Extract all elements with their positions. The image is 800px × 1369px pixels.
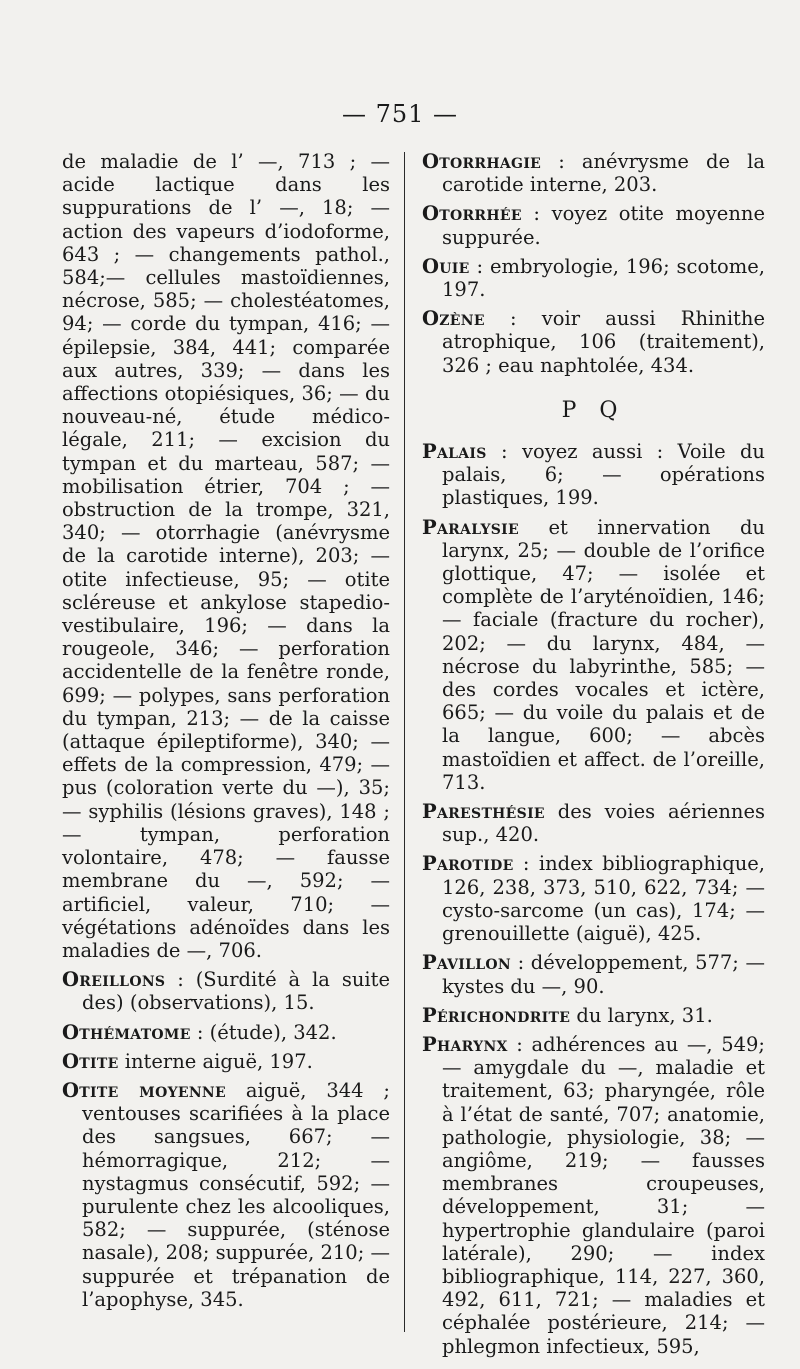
entry-text: : adhérences au —, 549; — amygdale du —, maladie et traitement, 63; pharyngée, rôle à l’état de santé, 707; anatomie, pathologie, physiologie, 38; — angiôme, 219; — fausses membranes croupeuses, développement, 31; — hypertrophie glandulaire (paroi latérale), 290; — index bibliographique, 114, 227, 360, 492, 611, 721; — maladies et céphalée postérieure, 214; — phlegmon infectieux, 595, (442, 1032, 765, 1358)
index-entry (422, 516, 765, 794)
index-entry (422, 307, 765, 377)
entry-text: et innervation du larynx, 25; — double de l’orifice glottique, 47; — isolée et complète de l’aryténoïdien, 146; — faciale (fracture du rocher), 202; — du larynx, 484, — nécrose du labyrinthe, 585; — des cordes vocales et ictère, 665; — du voile du palais et de la langue, 600; — abcès mastoïdien et affect. de l’oreille, 713. (442, 515, 765, 794)
entry-text: : voyez aussi : Voile du palais, 6; — opérations plastiques, 199. (442, 440, 765, 510)
entry-headword: Pharynx (422, 1032, 508, 1056)
index-entry (422, 150, 765, 196)
entry-text: : voir aussi Rhinithe atrophique, 106 (traitement), 326 ; eau naphtolée, 434. (442, 307, 765, 377)
entry-text: : (Surdité à la suite des) (observations), 15. (82, 968, 390, 1015)
entry-text: : index bibliographique, 126, 238, 373, 510, 622, 734; — cysto-sarcome (un cas), 174; — grenouillette (aiguë), 425. (442, 852, 765, 946)
section-heading: P Q (561, 397, 626, 423)
entry-headword: Périchondrite (422, 1003, 571, 1027)
left-column (62, 150, 390, 1317)
entry-text: du larynx, 31. (570, 1003, 713, 1027)
entry-text: des voies aériennes sup., 420. (442, 800, 765, 847)
entry-text: : développement, 577; — kystes du —, 90. (442, 951, 765, 998)
entry-headword: Parotide (422, 852, 514, 876)
index-entry (62, 968, 390, 1014)
index-entry (62, 1021, 390, 1044)
entry-headword: Paralysie (422, 515, 519, 539)
entry-headword: Otorrhagie (422, 150, 542, 173)
entry-text: de maladie de l’ —, 713 ; — acide lactique dans les suppurations de l’ —, 18; — action des vapeurs d’iodoforme, 643 ; — changements pathol., 584;— cellules mastoïdiennes, nécrose, 585; — cholestéatomes, 94; — corde du tympan, 416; — épilepsie, 384, 441; comparée aux autres, 339; — dans les affections otopiésiques, 36; — du nouveau-né, étude médico-légale, 211; — excision du tympan et du marteau, 587; — mobilisation étrier, 704 ; — obstruction de la trompe, 321, 340; — otorrhagie (anévrysme de la carotide interne), 203; — otite infectieuse, 95; — otite scléreuse et ankylose stapedio-vestibulaire, 196; — dans la rougeole, 346; — perforation accidentelle de la fenêtre ronde, 699; — polypes, sans perforation du tympan, 213; — de la caisse (attaque épileptiforme), 340; — effets de la compression, 479; — pus (coloration verte du —), 35; — syphilis (lésions graves), 148 ; — tympan, perforation volontaire, 478; — fausse membrane du —, 592; — artificiel, valeur, 710; — végétations adénoïdes dans les maladies de —, 706. (62, 150, 390, 962)
entry-text: : anévrysme de la carotide interne, 203. (442, 150, 765, 197)
index-entry (422, 951, 765, 997)
index-entry (422, 800, 765, 846)
index-entry (62, 1050, 390, 1073)
entry-headword: Otite moyenne (62, 1078, 227, 1102)
continuation-entry (62, 150, 390, 962)
index-entry (422, 852, 765, 945)
index-entry (422, 440, 765, 510)
entry-text: : voyez otite moyenne suppurée. (442, 202, 765, 249)
entry-text: aiguë, 344 ; ventouses scarifiées à la place des sangsues, 667; — hémorragique, 212; — nystagmus consécutif, 592; — purulente chez les alcooliques, 582; — suppurée, (sténose nasale), 208; suppurée, 210; — suppurée et trépanation de l’apophyse, 345. (82, 1078, 390, 1311)
right-column (422, 150, 765, 1364)
entry-text: : (étude), 342. (190, 1020, 337, 1044)
index-entry (422, 202, 765, 248)
entry-headword: Paresthésie (422, 800, 545, 824)
entry-headword: Othématome (62, 1020, 191, 1044)
entry-headword: Otorrhée (422, 202, 522, 226)
index-entry (422, 1033, 765, 1358)
entry-headword: Palais (422, 440, 487, 464)
entry-headword: Ozène (422, 307, 485, 331)
column-divider (404, 152, 405, 1332)
index-entry (422, 255, 765, 301)
entry-headword: Otite (62, 1049, 119, 1073)
entry-headword: Ouie (422, 254, 470, 278)
entry-text: interne aiguë, 197. (118, 1049, 313, 1073)
index-entry (422, 1004, 765, 1027)
entry-text: : embryologie, 196; scotome, 197. (442, 254, 765, 302)
index-entry (62, 1079, 390, 1311)
page-number: — 751 — (341, 100, 459, 128)
entry-headword: Pavillon (422, 951, 511, 975)
entry-headword: Oreillons (62, 968, 166, 992)
